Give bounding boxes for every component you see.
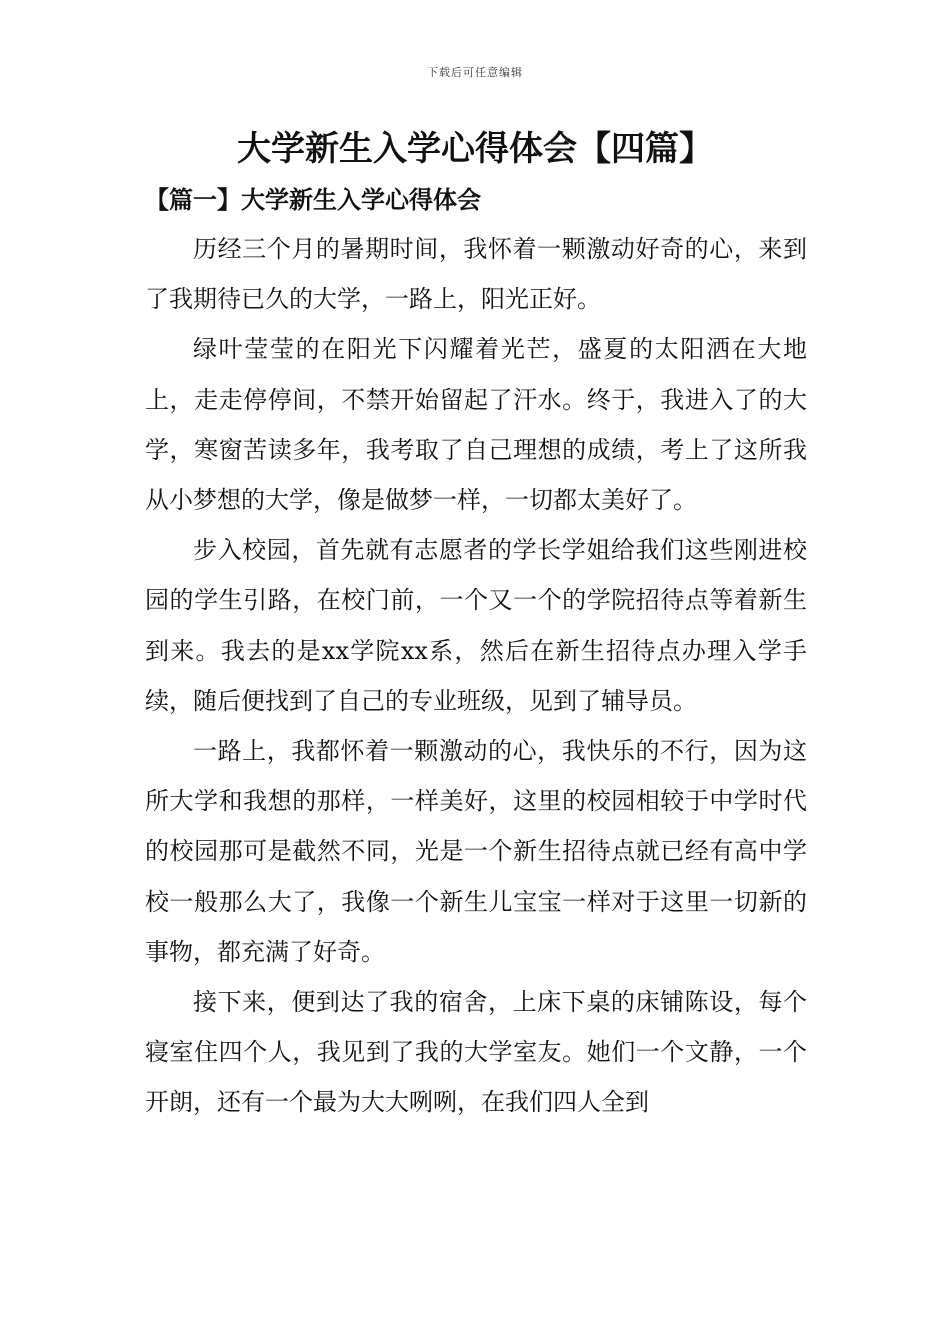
paragraph: 步入校园，首先就有志愿者的学长学姐给我们这些刚进校园的学生引路，在校门前，一个又一个的学院招待点等着新生到来。我去的是xx学院xx系，然后在新生招待点办理入学手续，随后便找到了自己的专业班级，见到了辅导员。 xyxy=(145,536,807,715)
paragraph: 绿叶莹莹的在阳光下闪耀着光芒，盛夏的太阳洒在大地上，走走停停间，不禁开始留起了汗水。终于，我进入了的大学，寒窗苦读多年，我考取了自己理想的成绩，考上了这所我从小梦想的大学，像是做梦一样，一切都太美好了。 xyxy=(145,335,807,515)
paragraph: 历经三个月的暑期时间，我怀着一颗激动好奇的心，来到了我期待已久的大学，一路上，阳光正好。 xyxy=(145,235,807,314)
section-heading: 【篇一】大学新生入学心得体会 xyxy=(145,185,481,214)
paragraph: 一路上，我都怀着一颗激动的心，我快乐的不行，因为这所大学和我想的那样，一样美好，这里的校园相较于中学时代的校园那可是截然不同，光是一个新生招待点就已经有高中学校一般那么大了，我像一个新生儿宝宝一样对于这里一切新的事物，都充满了好奇。 xyxy=(145,737,807,966)
header-note: 下载后可任意编辑 xyxy=(427,66,523,79)
paragraph: 接下来，便到达了我的宿舍，上床下桌的床铺陈设，每个寝室住四个人，我见到了我的大学室友。她们一个文静，一个开朗，还有一个最为大大咧咧，在我们四人全到 xyxy=(145,988,807,1117)
document-title: 大学新生入学心得体会【四篇】 xyxy=(237,129,713,169)
body-text xyxy=(145,224,807,1128)
